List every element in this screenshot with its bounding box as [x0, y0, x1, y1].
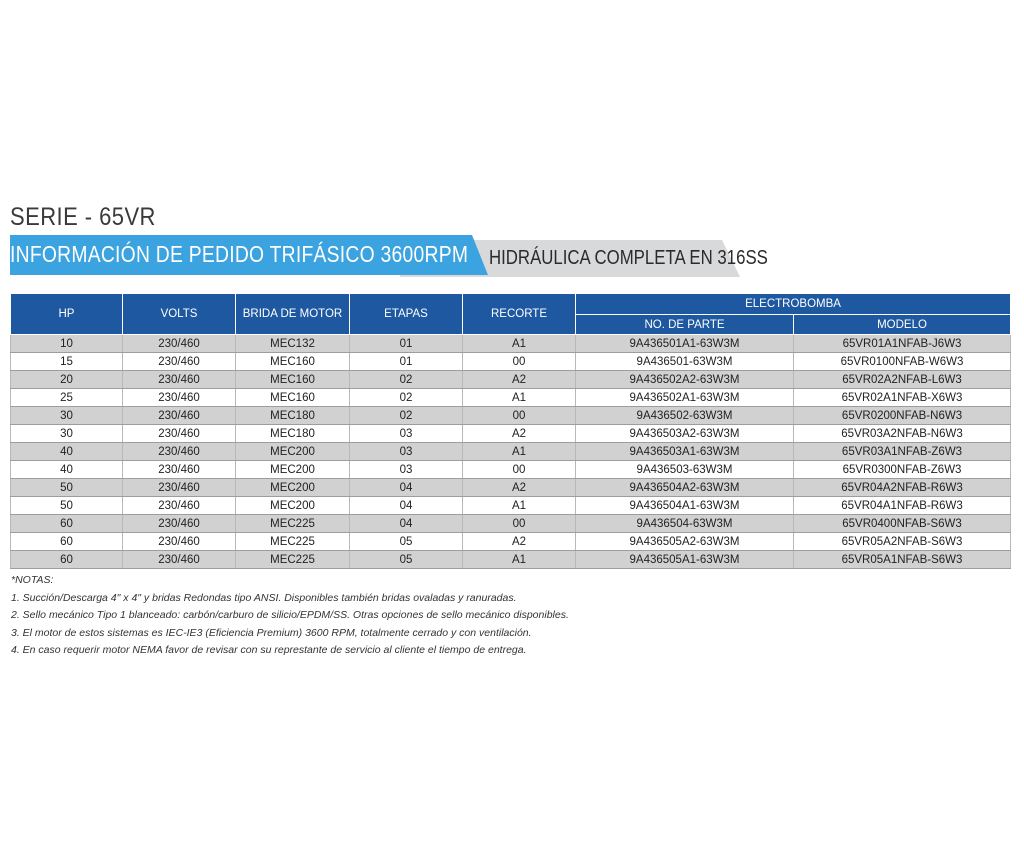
cell-modelo: 65VR03A2NFAB-N6W3 [794, 425, 1011, 443]
cell-etapas: 04 [350, 515, 463, 533]
cell-recorte: A1 [463, 551, 576, 569]
cell-etapas: 01 [350, 335, 463, 353]
cell-hp: 50 [11, 497, 123, 515]
cell-modelo: 65VR05A2NFAB-S6W3 [794, 533, 1011, 551]
cell-brida: MEC200 [236, 461, 350, 479]
table-body [11, 335, 1011, 569]
cell-modelo: 65VR02A1NFAB-X6W3 [794, 389, 1011, 407]
cell-volts: 230/460 [123, 461, 236, 479]
cell-etapas: 03 [350, 425, 463, 443]
cell-hp: 60 [11, 533, 123, 551]
header-volts: VOLTS [123, 294, 236, 335]
header-brida: BRIDA DE MOTOR [236, 294, 350, 335]
banner-primary-title: INFORMACIÓN DE PEDIDO TRIFÁSICO 3600RPM [10, 241, 469, 267]
cell-modelo: 65VR0200NFAB-N6W3 [794, 407, 1011, 425]
header-modelo: MODELO [794, 315, 1011, 335]
cell-modelo: 65VR0100NFAB-W6W3 [794, 353, 1011, 371]
notes [11, 572, 569, 660]
cell-no-parte: 9A436502A1-63W3M [576, 389, 794, 407]
table-row [11, 551, 1011, 569]
cell-brida: MEC200 [236, 497, 350, 515]
cell-modelo: 65VR0300NFAB-Z6W3 [794, 461, 1011, 479]
cell-modelo: 65VR03A1NFAB-Z6W3 [794, 443, 1011, 461]
cell-modelo: 65VR01A1NFAB-J6W3 [794, 335, 1011, 353]
cell-recorte: A1 [463, 389, 576, 407]
table-row [11, 353, 1011, 371]
banner-secondary-title: HIDRÁULICA COMPLETA EN 316SS [489, 247, 768, 269]
series-title: SERIE - 65VR [10, 203, 156, 231]
note-item: 3. El motor de estos sistemas es IEC-IE3 (Eficiencia Premium) 3600 RPM, totalmente cerrado y con ventilación. [11, 626, 532, 639]
cell-volts: 230/460 [123, 533, 236, 551]
cell-volts: 230/460 [123, 515, 236, 533]
table-row [11, 425, 1011, 443]
cell-no-parte: 9A436502-63W3M [576, 407, 794, 425]
cell-hp: 30 [11, 425, 123, 443]
cell-hp: 60 [11, 515, 123, 533]
cell-no-parte: 9A436503-63W3M [576, 461, 794, 479]
table-row [11, 461, 1011, 479]
cell-no-parte: 9A436503A1-63W3M [576, 443, 794, 461]
table-row [11, 479, 1011, 497]
table-row [11, 335, 1011, 353]
cell-hp: 50 [11, 479, 123, 497]
cell-no-parte: 9A436504A1-63W3M [576, 497, 794, 515]
header-electrobomba: ELECTROBOMBA [576, 294, 1011, 315]
cell-volts: 230/460 [123, 371, 236, 389]
notes-title: *NOTAS: [11, 574, 54, 586]
cell-hp: 10 [11, 335, 123, 353]
cell-no-parte: 9A436504-63W3M [576, 515, 794, 533]
table-row [11, 371, 1011, 389]
cell-hp: 30 [11, 407, 123, 425]
cell-brida: MEC160 [236, 389, 350, 407]
cell-modelo: 65VR0400NFAB-S6W3 [794, 515, 1011, 533]
cell-brida: MEC225 [236, 515, 350, 533]
note-item: 2. Sello mecánico Tipo 1 blanceado: carbón/carburo de silicio/EPDM/SS. Otras opciones de sello mecánico disponibles. [11, 609, 569, 621]
cell-etapas: 02 [350, 407, 463, 425]
cell-recorte: 00 [463, 407, 576, 425]
cell-recorte: A2 [463, 425, 576, 443]
cell-volts: 230/460 [123, 335, 236, 353]
table-row [11, 515, 1011, 533]
header-hp: HP [11, 294, 123, 335]
cell-no-parte: 9A436504A2-63W3M [576, 479, 794, 497]
cell-recorte: 00 [463, 353, 576, 371]
cell-etapas: 01 [350, 353, 463, 371]
cell-brida: MEC132 [236, 335, 350, 353]
cell-volts: 230/460 [123, 389, 236, 407]
cell-recorte: A1 [463, 335, 576, 353]
cell-modelo: 65VR04A1NFAB-R6W3 [794, 497, 1011, 515]
cell-etapas: 05 [350, 551, 463, 569]
header-no-parte: NO. DE PARTE [576, 315, 794, 335]
cell-modelo: 65VR02A2NFAB-L6W3 [794, 371, 1011, 389]
cell-modelo: 65VR05A1NFAB-S6W3 [794, 551, 1011, 569]
cell-brida: MEC160 [236, 353, 350, 371]
cell-etapas: 02 [350, 371, 463, 389]
header-recorte: RECORTE [463, 294, 576, 335]
note-item: 4. En caso requerir motor NEMA favor de revisar con su represtante de servicio al cliente el tiempo de entrega. [11, 644, 527, 656]
table-row [11, 443, 1011, 461]
cell-recorte: 00 [463, 515, 576, 533]
cell-etapas: 04 [350, 479, 463, 497]
cell-hp: 15 [11, 353, 123, 371]
cell-recorte: A1 [463, 443, 576, 461]
cell-etapas: 04 [350, 497, 463, 515]
cell-volts: 230/460 [123, 425, 236, 443]
cell-volts: 230/460 [123, 443, 236, 461]
note-item: 1. Succión/Descarga 4" x 4" y bridas Redondas tipo ANSI. Disponibles también bridas ovaladas y ranuradas. [11, 591, 517, 604]
cell-brida: MEC180 [236, 425, 350, 443]
cell-volts: 230/460 [123, 497, 236, 515]
cell-volts: 230/460 [123, 551, 236, 569]
cell-recorte: A2 [463, 533, 576, 551]
cell-hp: 40 [11, 461, 123, 479]
cell-brida: MEC180 [236, 407, 350, 425]
cell-no-parte: 9A436501-63W3M [576, 353, 794, 371]
cell-volts: 230/460 [123, 353, 236, 371]
cell-brida: MEC225 [236, 533, 350, 551]
cell-modelo: 65VR04A2NFAB-R6W3 [794, 479, 1011, 497]
header-etapas: ETAPAS [350, 294, 463, 335]
cell-brida: MEC200 [236, 443, 350, 461]
cell-brida: MEC160 [236, 371, 350, 389]
cell-no-parte: 9A436505A2-63W3M [576, 533, 794, 551]
cell-recorte: A2 [463, 371, 576, 389]
cell-volts: 230/460 [123, 479, 236, 497]
cell-etapas: 03 [350, 461, 463, 479]
cell-recorte: A1 [463, 497, 576, 515]
cell-etapas: 05 [350, 533, 463, 551]
cell-hp: 25 [11, 389, 123, 407]
cell-etapas: 02 [350, 389, 463, 407]
table-row [11, 389, 1011, 407]
cell-recorte: A2 [463, 479, 576, 497]
table-row [11, 497, 1011, 515]
cell-hp: 60 [11, 551, 123, 569]
order-table [10, 293, 1011, 569]
cell-no-parte: 9A436505A1-63W3M [576, 551, 794, 569]
table-row [11, 407, 1011, 425]
cell-no-parte: 9A436503A2-63W3M [576, 425, 794, 443]
cell-hp: 40 [11, 443, 123, 461]
cell-no-parte: 9A436502A2-63W3M [576, 371, 794, 389]
cell-hp: 20 [11, 371, 123, 389]
cell-volts: 230/460 [123, 407, 236, 425]
cell-brida: MEC225 [236, 551, 350, 569]
cell-no-parte: 9A436501A1-63W3M [576, 335, 794, 353]
cell-recorte: 00 [463, 461, 576, 479]
cell-brida: MEC200 [236, 479, 350, 497]
table-row [11, 533, 1011, 551]
cell-etapas: 03 [350, 443, 463, 461]
